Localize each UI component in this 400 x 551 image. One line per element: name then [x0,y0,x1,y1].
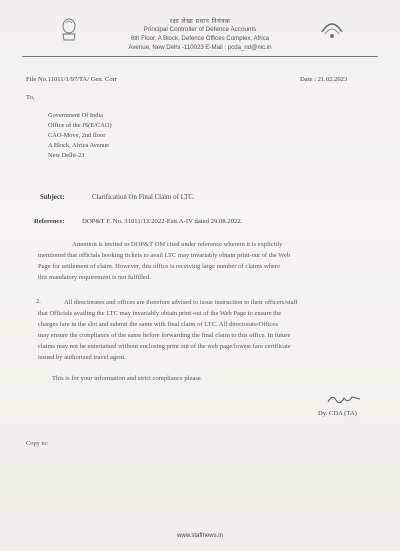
letter-date: Date : 21.02.2023 [300,76,348,83]
signature-icon [326,392,366,406]
header-hindi: रक्षा लेखा प्रधान नियंत्रक [169,18,231,25]
header-address-line: 6th Floor, A Block, Defence Offices Complex, Africa [130,35,270,42]
subject-text: Clarification On Final Claim of LTC. [92,194,195,201]
address-line: Government Of India [48,112,104,119]
address-line: CAO-Move, 2nd floor [48,132,106,139]
paragraph-line: that Officials availing the LTC may invariably obtain print-out of the Web Page to ensure the [38,310,282,317]
file-number: File No.11011/1/97/TA/ Gen. Corr [26,76,118,83]
signatory-title: Dy. CDA (TA) [318,410,357,417]
paragraph-line: this mandatory requirement is not fulfilled. [38,274,151,281]
header-email-line: Avenue, New Delhi -110023 E-Mail : pcda_nd@nic.in [128,44,272,51]
header-office-name: Principal Controller of Defence Accounts [143,26,257,33]
address-line: A Block, Africa Avenue [48,142,109,149]
paragraph-line: All directorates and offices are therefore advised to issue instruction to their officers/staff [64,299,298,306]
to-label: To, [26,94,35,101]
subject-label: Subject: [40,194,65,201]
paragraph-line: Page for settlement of claim. However, this office is receiving large number of claims where [38,263,281,270]
paragraph-line: may ensure the compliance of the same before forwarding the final claim to this office. In future [38,332,291,339]
header-divider [22,56,378,57]
address-line: New Delhi-23 [48,152,85,159]
paragraph-line: claims may not be entertained without enclosing print out of the web page/lowest fare certificate [38,343,291,350]
paragraph-line: mentioned that officials booking tickets to avail LTC may invariably obtain print-out of the Web [38,252,291,259]
paragraph-line: issued by authorized travel agent. [38,354,126,361]
copy-to-label: Copy to: [26,440,49,447]
paragraph-number: 2. [36,298,41,305]
department-seal-icon [318,14,346,42]
paragraph-line: Attention is invited to DOP&T OM cited under reference wherein it is explicitly [72,241,283,248]
reference-label: Reference: [34,218,65,225]
reference-text: DOP&T F. No. 31011/13/2022-Estt.A-IV dated 29.08.2022. [82,218,243,225]
footer-watermark: www.staffnews.in [177,533,223,539]
address-line: Office of the JS(E/CAO) [48,122,112,129]
closing-line: This is for your information and strict compliance please. [52,375,203,382]
paragraph-line: charges fare in the slot and submit the same with final claim of LTC. All directorate/Offices [38,321,278,328]
